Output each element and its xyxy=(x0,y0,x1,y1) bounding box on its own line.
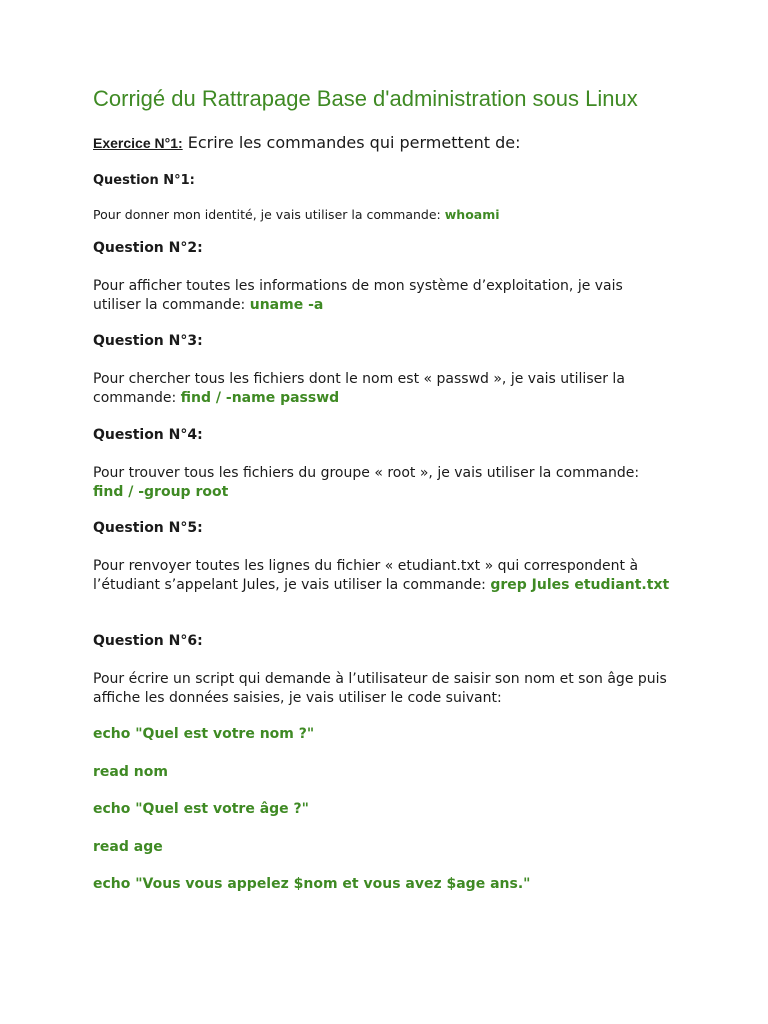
command-text: uname -a xyxy=(249,297,324,313)
exercise-heading xyxy=(93,133,521,152)
code-line: read age xyxy=(93,839,163,855)
command-text: whoami xyxy=(444,207,500,222)
question-2-heading: Question N°2: xyxy=(93,240,203,256)
code-line: read nom xyxy=(93,764,168,780)
question-5-heading: Question N°5: xyxy=(93,520,203,536)
question-2-answer xyxy=(93,277,673,315)
command-text: grep Jules etudiant.txt xyxy=(490,577,670,593)
answer-text: Pour renvoyer toutes les lignes du fichier « etudiant.txt » qui correspondent à l’étudiant s’appelant Jules, je vais utiliser la commande: xyxy=(93,558,639,593)
answer-text: Pour donner mon identité, je vais utiliser la commande: xyxy=(93,207,445,222)
question-5-answer xyxy=(93,557,673,595)
command-text: find / -name passwd xyxy=(180,390,340,406)
question-1-heading: Question N°1: xyxy=(93,173,195,188)
question-1-answer xyxy=(93,205,673,224)
question-3-heading: Question N°3: xyxy=(93,333,203,349)
code-line: echo "Quel est votre nom ?" xyxy=(93,726,315,742)
question-6-answer: Pour écrire un script qui demande à l’utilisateur de saisir son nom et son âge puis affiche les données saisies, je vais utiliser le code suivant: xyxy=(93,671,667,706)
question-4-answer xyxy=(93,464,673,502)
exercise-label: Exercice N°1: xyxy=(93,135,183,151)
question-4-heading: Question N°4: xyxy=(93,427,203,443)
code-line: echo "Quel est votre âge ?" xyxy=(93,801,309,817)
answer-text: Pour chercher tous les fichiers dont le nom est « passwd », je vais utiliser la commande: xyxy=(93,371,625,406)
exercise-instruction: Ecrire les commandes qui permettent de: xyxy=(182,133,521,152)
command-text: find / -group root xyxy=(93,484,229,500)
question-3-answer xyxy=(93,370,673,408)
code-line: echo "Vous vous appelez $nom et vous avez $age ans." xyxy=(93,876,531,892)
answer-text: Pour trouver tous les fichiers du groupe « root », je vais utiliser la commande: xyxy=(93,465,640,481)
document-title: Corrigé du Rattrapage Base d'administration sous Linux xyxy=(93,86,638,111)
answer-text: Pour afficher toutes les informations de mon système d’exploitation, je vais utiliser la commande: xyxy=(93,278,623,313)
question-6-heading: Question N°6: xyxy=(93,633,203,649)
